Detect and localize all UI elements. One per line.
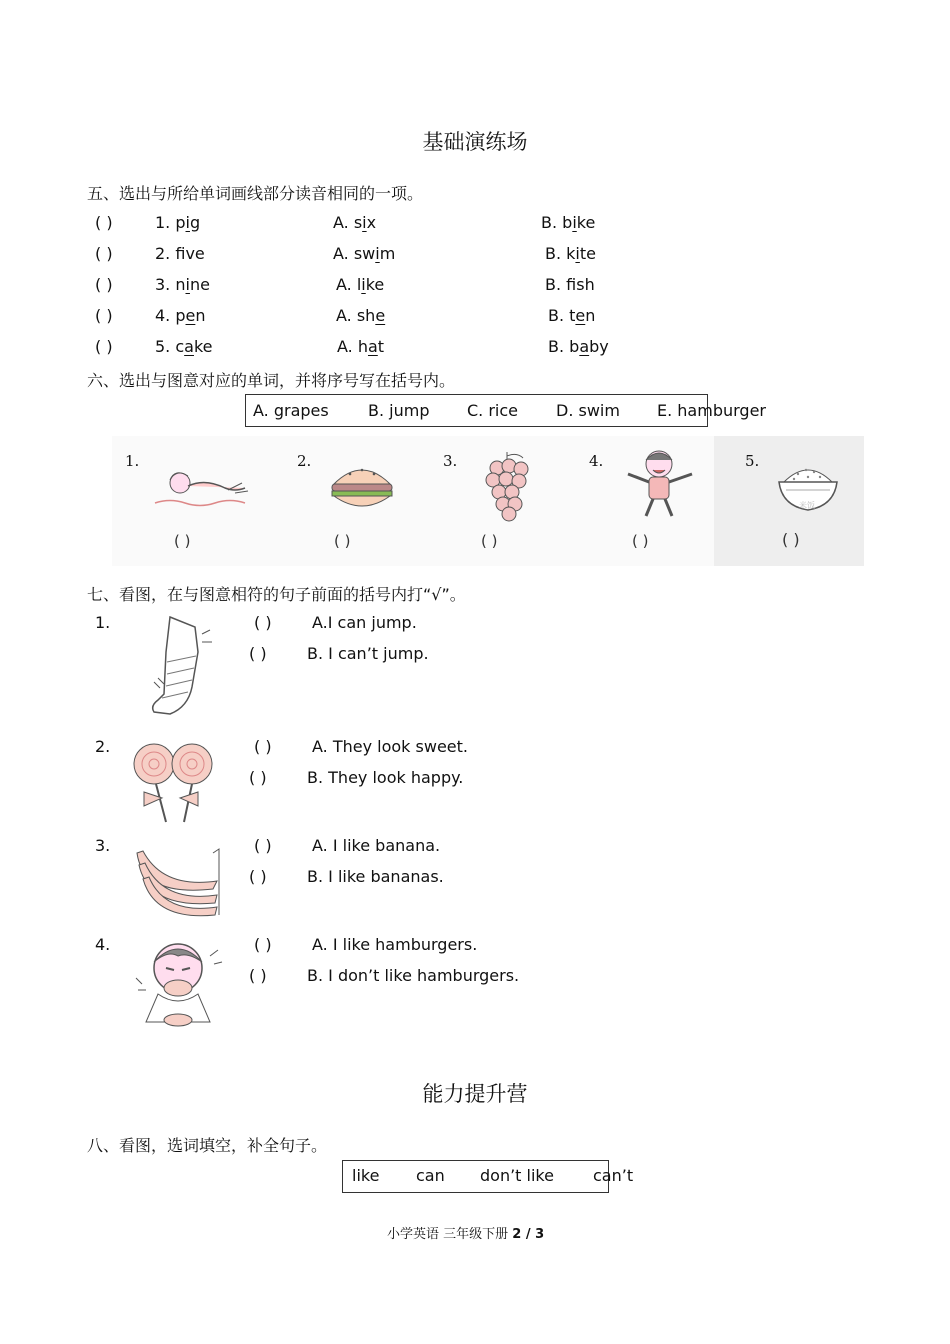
footer-page: 2 (512, 1227, 522, 1242)
q7-sentence-3a: A. I like banana. (312, 836, 441, 855)
section-title-ability: 能力提升营 (422, 1082, 528, 1106)
q7-paren-2a[interactable]: ( ) (254, 737, 272, 756)
q5-word-5: 5. cake (155, 337, 213, 356)
q5-word-1: 1. pig (155, 213, 201, 232)
q5-word-3: 3. nine (155, 275, 210, 294)
q5-word-4: 4. pen (155, 306, 206, 325)
q7-paren-3b[interactable]: ( ) (249, 867, 267, 886)
word-dont-like: don’t like (480, 1166, 554, 1185)
answer-paren-4[interactable]: ( ) (632, 532, 649, 550)
option-grapes: A. grapes (253, 401, 329, 420)
pic-num-5: 5. (745, 452, 760, 470)
footer-total: 3 (535, 1227, 545, 1242)
option-swim: D. swim (556, 401, 620, 420)
swimmer-icon (150, 458, 255, 513)
q5-option-a-2: A. swim (333, 244, 396, 263)
pic-num-4: 4. (589, 452, 604, 470)
q7-item-num-3: 3. (95, 836, 111, 855)
word-like: like (352, 1166, 380, 1185)
q5-option-a-1: A. six (333, 213, 377, 232)
answer-paren-3[interactable]: ( ) (481, 532, 498, 550)
q5-option-a-4: A. she (336, 306, 386, 325)
q7-item-num-2: 2. (95, 737, 111, 756)
page-footer (387, 1223, 544, 1242)
q7-paren-1a[interactable]: ( ) (254, 613, 272, 632)
q7-sentence-3b: B. I like bananas. (307, 867, 444, 886)
lollipops-icon (132, 740, 222, 824)
q7-paren-4b[interactable]: ( ) (249, 966, 267, 985)
fill-words-box (342, 1160, 609, 1193)
pic-num-3: 3. (443, 452, 458, 470)
q5-paren-2[interactable]: ( ) (95, 244, 113, 263)
word-cant: can’t (593, 1166, 634, 1185)
q7-sentence-2a: A. They look sweet. (312, 737, 468, 756)
q7-item-num-4: 4. (95, 935, 111, 954)
bandaged-leg-icon (140, 612, 220, 722)
q7-sentence-1b: B. I can’t jump. (307, 644, 429, 663)
jumping-kid-icon (622, 446, 696, 522)
q5-option-a-5: A. hat (337, 337, 385, 356)
q5-paren-4[interactable]: ( ) (95, 306, 113, 325)
footer-text: 小学英语 三年级下册 (387, 1227, 513, 1242)
question-6-title: 六、选出与图意对应的单词，并将序号写在括号内。 (87, 371, 456, 390)
q7-sentence-4b: B. I don’t like hamburgers. (307, 966, 520, 985)
q5-paren-3[interactable]: ( ) (95, 275, 113, 294)
question-7-title: 七、看图，在与图意相符的句子前面的括号内打“√”。 (87, 585, 466, 604)
section-title-basic: 基础演练场 (422, 130, 528, 154)
pic-num-1: 1. (125, 452, 140, 470)
question-5-title: 五、选出与所给单词画线部分读音相同的一项。 (87, 184, 424, 203)
hamburger-icon (330, 460, 394, 516)
q7-paren-4a[interactable]: ( ) (254, 935, 272, 954)
footer-sep: / (521, 1227, 536, 1242)
q7-sentence-2b: B. They look happy. (307, 768, 464, 787)
boy-eating-icon (128, 938, 228, 1032)
answer-paren-2[interactable]: ( ) (334, 532, 351, 550)
q7-paren-3a[interactable]: ( ) (254, 836, 272, 855)
q5-option-b-5: B. baby (548, 337, 609, 356)
word-can: can (416, 1166, 445, 1185)
answer-paren-1[interactable]: ( ) (174, 532, 191, 550)
pic-num-2: 2. (297, 452, 312, 470)
q7-sentence-1a: A.I can jump. (312, 613, 417, 632)
option-hamburger: E. hamburger (657, 401, 766, 420)
q5-word-2: 2. fve (155, 244, 205, 263)
option-jump: B. jump (368, 401, 430, 420)
q5-paren-1[interactable]: ( ) (95, 213, 113, 232)
q7-paren-1b[interactable]: ( ) (249, 644, 267, 663)
bananas-icon (133, 845, 221, 919)
q7-paren-2b[interactable]: ( ) (249, 768, 267, 787)
q7-item-num-1: 1. (95, 613, 111, 632)
q7-sentence-4a: A. I like hamburgers. (312, 935, 478, 954)
bowl-label: 米饭 (799, 501, 815, 510)
option-rice: C. rice (467, 401, 519, 420)
q5-option-b-2: B. kite (545, 244, 596, 263)
q5-option-b-1: B. bike (541, 213, 596, 232)
q5-option-a-3: A. like (336, 275, 385, 294)
question-8-title: 八、看图，选词填空，补全句子。 (87, 1136, 328, 1155)
answer-paren-5[interactable]: ( ) (782, 530, 800, 549)
q5-option-b-3: B. fsh (545, 275, 595, 294)
q5-option-b-4: B. ten (548, 306, 596, 325)
q5-paren-5[interactable]: ( ) (95, 337, 113, 356)
grapes-icon (483, 450, 533, 522)
